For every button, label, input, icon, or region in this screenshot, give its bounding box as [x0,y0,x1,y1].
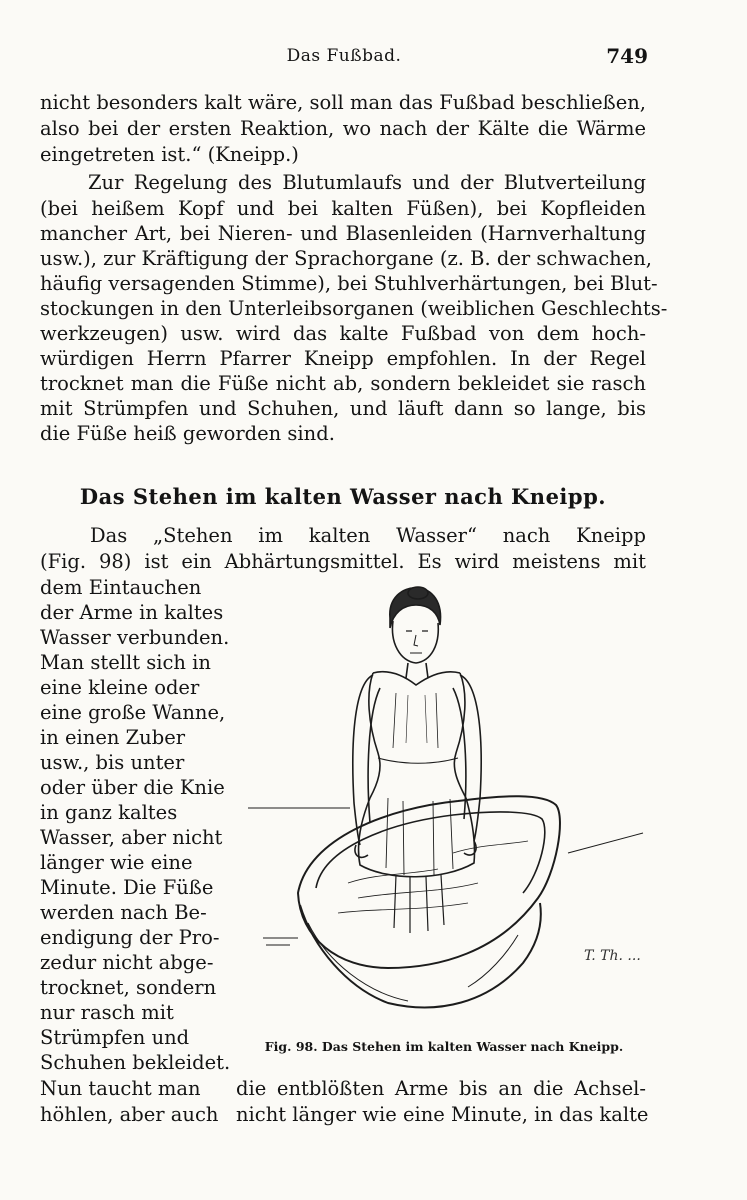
wrapped-line: länger wie eine [40,851,193,874]
wrapped-line: Wasser, aber nicht [40,826,223,849]
paragraph-line: (bei heißem Kopf und bei kalten Füßen), bei Kopfleiden [40,197,646,220]
page-header [40,40,648,76]
wrapped-line: trocknet, sondern [40,976,217,999]
engraving-woman-in-tub [238,583,650,1033]
figure-caption: Fig. 98. Das Stehen im kalten Wasser nach Kneipp. [264,1039,624,1054]
paragraph-line: die Füße heiß geworden sind. [40,422,335,445]
bottom-line-left: höhlen, aber auch [40,1103,219,1126]
section-heading: Das Stehen im kalten Wasser nach Kneipp. [79,484,607,509]
running-title: Das Fußbad. [286,46,402,66]
paragraph-line: häufig versagenden Stimme), bei Stuhlverhärtungen, bei Blut- [40,272,658,295]
paragraph-line: würdigen Herrn Pfarrer Kneipp empfohlen. In der Regel [40,347,646,370]
paragraph-line: Zur Regelung des Blutumlaufs und der Blutverteilung [88,171,646,194]
wrapped-line: eine große Wanne, [40,701,226,724]
wrapped-line: endigung der Pro- [40,926,220,949]
paragraph-line: mit Strümpfen und Schuhen, und läuft dann so lange, bis [40,397,646,420]
bottom-line [40,1102,649,1128]
bottom-line [40,1076,646,1102]
paragraph-line: eingetreten ist.“ (Kneipp.) [40,143,299,166]
paragraph-line: (Fig. 98) ist ein Abhärtungsmittel. Es wird meistens mit [40,550,646,573]
paragraph-line: stockungen in den Unterleibsorganen (weiblichen Geschlechts- [40,297,668,320]
figure-98 [238,583,650,1053]
paragraph-line: nicht besonders kalt wäre, soll man das Fußbad beschließen, [40,91,646,114]
wrapped-line: zedur nicht abge- [40,951,214,974]
wrapped-line: usw., bis unter [40,751,185,774]
wrapped-line: der Arme in kaltes [40,601,224,624]
bottom-line-left: Nun taucht man [40,1077,201,1100]
paragraph-line: also bei der ersten Reaktion, wo nach der Kälte die Wärme [40,117,646,140]
wrapped-line: dem Eintauchen [40,576,202,599]
page-number: 749 [606,44,648,68]
wrapped-line: in einen Zuber [40,726,186,749]
wrapped-line: Strümpfen und [40,1026,190,1049]
wrapped-line: eine kleine oder [40,676,200,699]
wrapped-line: Man stellt sich in [40,651,211,674]
wrapped-line: Schuhen bekleidet. [40,1051,231,1074]
wrapped-line: nur rasch mit [40,1001,174,1024]
bottom-line-right: die entblößten Arme bis an die Achsel- [236,1077,646,1100]
wrapped-line: werden nach Be- [40,901,207,924]
wrapped-line: Minute. Die Füße [40,876,214,899]
bottom-line-right: nicht länger wie eine Minute, in das kalte [236,1103,649,1126]
paragraph-line: trocknet man die Füße nicht ab, sondern bekleidet sie rasch [40,372,646,395]
wrapped-line: Wasser verbunden. [40,626,230,649]
paragraph-line: werkzeugen) usw. wird das kalte Fußbad von dem hoch- [40,322,646,345]
artist-signature: T. Th. ... [584,948,641,964]
wrapped-line: in ganz kaltes [40,801,178,824]
paragraph-line: Das „Stehen im kalten Wasser“ nach Kneipp [90,524,646,547]
paragraph-line: mancher Art, bei Nieren- und Blasenleiden (Harnverhaltung [40,222,646,245]
wrapped-line: oder über die Knie [40,776,225,799]
paragraph-line: usw.), zur Kräftigung der Sprachorgane (z. B. der schwachen, [40,247,652,270]
